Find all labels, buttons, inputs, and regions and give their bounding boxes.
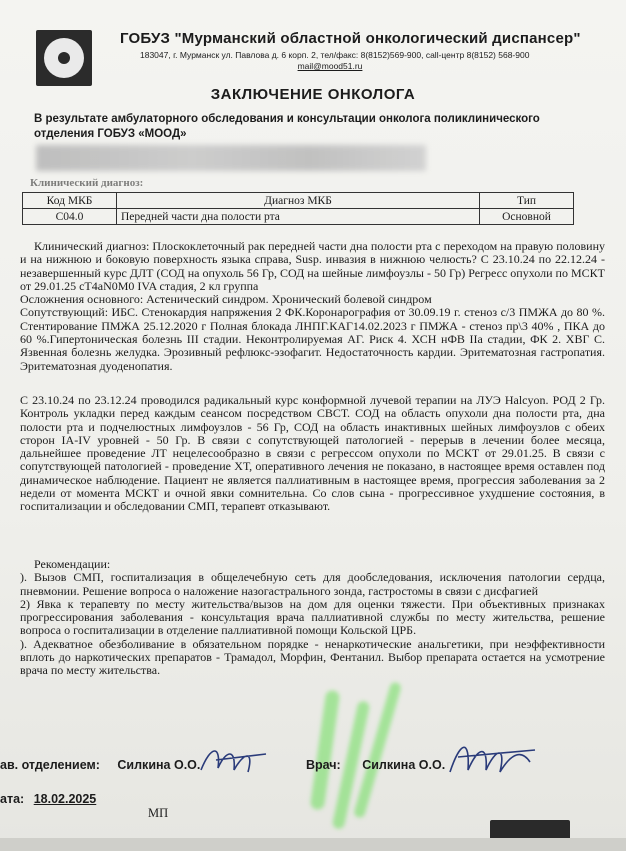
treatment-block bbox=[20, 394, 605, 514]
doctor-label: Врач: bbox=[306, 758, 341, 772]
doctor-signature-row bbox=[306, 758, 445, 772]
head-name: Силкина О.О. bbox=[117, 758, 201, 772]
table-cell-diagnosis: Передней части дна полости рта bbox=[117, 209, 480, 225]
recommendation-1: ). Вызов СМП, госпитализация в общелечебную сеть для дообследования, исключения патологии сердца, пневмонии. Решение вопроса о наложение назогастрального зонда, гастростомы в связи с дисфагией bbox=[20, 570, 605, 598]
hospital-logo-icon bbox=[36, 30, 92, 86]
doctor-name: Силкина О.О. bbox=[362, 758, 446, 772]
head-signature-icon bbox=[196, 740, 276, 780]
barcode-strip bbox=[490, 820, 570, 840]
doctor-signature-icon bbox=[440, 732, 540, 782]
org-header bbox=[110, 30, 610, 71]
comorbidities: Сопутствующий: ИБС. Стенокардия напряжения 2 ФК.Коронарография от 30.09.19 г. стеноз с/3 ПМЖА до 80 %. Стентирование ПМЖА 25.12.2020 г Полная блокада ЛНПГ.КАГ14.02.2023 г ПМЖА - стеноз пр\3 40% , ПКА до 60 %.Гипертоническая болезнь III стадии. Неконтролируемая АГ. Риск 4. ХСН нФВ IIa стадии, ФК 2. ХВГ С. Язвенная болезнь желудка. Эрозивный рефлюкс-эзофагит. Недостаточность кардии. Эритематозная гастропатия. Эритематозная дуоденопатия. bbox=[20, 305, 605, 373]
mkb-table bbox=[22, 192, 574, 225]
clinical-diagnosis: Клинический диагноз: Плоскоклеточный рак передней части дна полости рта с переходом на правую половину и на нижнюю и боковую поверхность языка справа, Susp. инвазия в нижнюю челюсть? С 23.10.24 по 22.12.24 - незавершенный курс ДЛТ (СОД на опухоль 56 Гр, СОД на шейные лимфоузлы - 50 Гр) Регресс опухоли по МСКТ от 29.01.25 cT4aN0M0 IVA стадия, 2 кл группа bbox=[20, 239, 605, 293]
recommendations-title: Рекомендации: bbox=[34, 557, 111, 571]
recommendation-2: 2) Явка к терапевту по месту жительства/вызов на дом для оценки тяжести. При объективных признаках прогрессирования заболевания - консультация врача паллиативной службы по месту жительства, решение вопроса о госпитализации в отделение паллиативной помощи Кольской ЦРБ. bbox=[20, 596, 605, 638]
date-label: ата: bbox=[0, 792, 25, 806]
highlighter-mark bbox=[310, 690, 341, 811]
table-row bbox=[23, 209, 574, 225]
org-name: ГОБУЗ "Мурманский областной онкологический диспансер" bbox=[120, 30, 581, 47]
date-row bbox=[0, 792, 96, 806]
intro-text: В результате амбулаторного обследования и консультации онколога поликлинического отделения ГОБУЗ «МООД» bbox=[34, 113, 540, 140]
photo-edge bbox=[0, 838, 626, 851]
stamp-place-label: МП bbox=[148, 806, 169, 820]
org-email: mail@mood51.ru bbox=[297, 61, 363, 71]
table-header-type: Тип bbox=[480, 193, 574, 209]
recommendations-block bbox=[20, 558, 605, 678]
head-label: ав. отделением: bbox=[0, 758, 100, 772]
redacted-patient-info bbox=[36, 145, 426, 171]
complications: Осложнения основного: Астенический синдром. Хронический болевой синдром bbox=[20, 292, 432, 307]
diagnosis-block bbox=[20, 240, 605, 373]
head-signature-row bbox=[0, 758, 200, 772]
date-value: 18.02.2025 bbox=[33, 792, 97, 806]
table-header-diagnosis: Диагноз МКБ bbox=[117, 193, 480, 209]
recommendation-3: ). Адекватное обезболивание в обязательном порядке - ненаркотические анальгетики, при неэффективности вплоть до наркотических препаратов - Трамадол, Морфин, Фентанил. Выбор препарата остается на усмотрение врача по месту жительства. bbox=[20, 636, 605, 678]
org-address: 183047, г. Мурманск ул. Павлова д. 6 корп. 2, тел/факс: 8(8152)569-900, call-центр 8(8152) 568-900 bbox=[140, 50, 530, 60]
treatment-history: С 23.10.24 по 23.12.24 проводился радикальный курс конформной лучевой терапии на ЛУЭ Halcyon. РОД 2 Гр. Контроль укладки перед каждым сеансом посредством СВСТ. СОД на область опухоли дна полости рта, дна полости рта и подчелюстных лимфоузлов - 56 Гр, СОД на область инактивных шейных лимфоузлов с обеих сторон IA-IV уровней - 50 Гр. В связи с сопутствующей патологией - перерыв в лечении более месяца, дальнейшее проведение ЛТ нецелесообразно в связи с регрессом опухоли по МСКТ от 29.01.25. В связи с сопутствующей патологией - проведение ХТ, оперативного лечения не показано, в настоящее время оставлен под динамическое наблюдение. Пациент не является паллиативным в настоящее время, прогрессия заболевания за 2 недели от момента МСКТ и очной явки сомнительна. Со слов сына - прогрессивное ухудшение состояния, в госпитализации и обследовании СМП, терапевт отказывают. bbox=[20, 393, 605, 514]
table-cell-type: Основной bbox=[480, 209, 574, 225]
table-header-code: Код МКБ bbox=[23, 193, 117, 209]
table-cell-code: C04.0 bbox=[23, 209, 117, 225]
diagnosis-label: Клинический диагноз: bbox=[30, 177, 144, 189]
document-title: ЗАКЛЮЧЕНИЕ ОНКОЛОГА bbox=[210, 86, 416, 103]
